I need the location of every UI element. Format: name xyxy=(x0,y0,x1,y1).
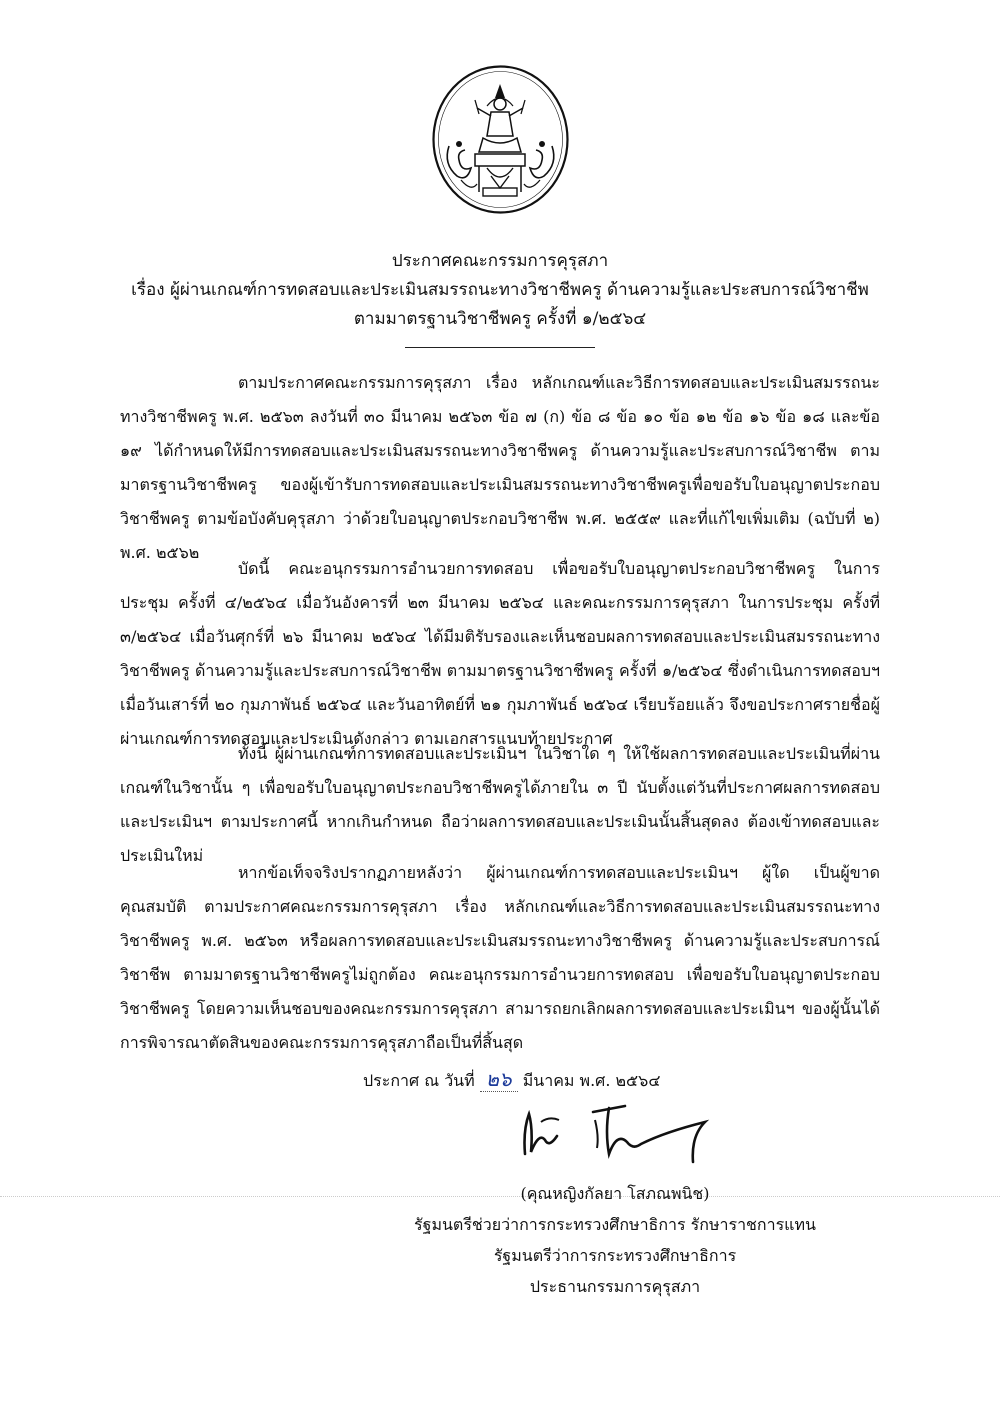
signer-position-1: รัฐมนตรีช่วยว่าการกระทรวงศึกษาธิการ รักษาราชการแทน xyxy=(414,1215,816,1234)
signer-position-3: ประธานกรรมการคุรุสภา xyxy=(529,1277,701,1296)
body-paragraph-3: ทั้งนี้ ผู้ผ่านเกณฑ์การทดสอบและประเมินฯ ในวิชาใด ๆ ให้ใช้ผลการทดสอบและประเมินที่ผ่านเกณฑ์ในวิชานั้น ๆ เพื่อขอรับใบอนุญาตประกอบวิชาชีพครูได้ภายใน ๓ ปี นับตั้งแต่วันที่ประกาศผลการทดสอบและประเมินฯ ตามประกาศนี้ หากเกินกำหนด ถือว่าผลการทดสอบและประเมินนั้นสิ้นสุดลง ต้องเข้าทดสอบและประเมินใหม่ xyxy=(120,744,880,865)
date-day-handwritten: ๒๖ xyxy=(480,1067,518,1092)
date-prefix: ประกาศ ณ วันที่ xyxy=(363,1071,475,1090)
date-suffix: มีนาคม พ.ศ. ๒๕๖๔ xyxy=(522,1071,661,1090)
announcement-date xyxy=(363,1063,660,1095)
body-paragraph-1: ตามประกาศคณะกรรมการคุรุสภา เรื่อง หลักเกณฑ์และวิธีการทดสอบและประเมินสมรรถนะทางวิชาชีพครู พ.ศ. ๒๕๖๓ ลงวันที่ ๓๐ มีนาคม ๒๕๖๓ ข้อ ๗ (ก) ข้อ ๘ ข้อ ๑๐ ข้อ ๑๒ ข้อ ๑๖ ข้อ ๑๘ และข้อ ๑๙ ได้กำหนดให้มีการทดสอบและประเมินสมรรถนะทางวิชาชีพครู ด้านความรู้และประสบการณ์วิชาชีพ ตามมาตรฐานวิชาชีพครู ของผู้เข้ารับการทดสอบและประเมินสมรรถนะทางวิชาชีพครูเพื่อขอรับใบอนุญาตประกอบวิชาชีพครู ตามข้อบังคับคุรุสภา ว่าด้วยใบอนุญาตประกอบวิชาชีพ พ.ศ. ๒๕๕๙ และที่แก้ไขเพิ่มเติม (ฉบับที่ ๒) พ.ศ. ๒๕๖๒ xyxy=(120,373,880,562)
announcement-subject-continued: ตามมาตรฐานวิชาชีพครู ครั้งที่ ๑/๒๕๖๔ xyxy=(353,309,647,329)
announcement-title xyxy=(80,247,920,334)
announcement-heading: ประกาศคณะกรรมการคุรุสภา xyxy=(391,251,609,271)
title-divider xyxy=(405,347,595,348)
body-paragraph-2: บัดนี้ คณะอนุกรรมการอำนวยการทดสอบ เพื่อขอรับใบอนุญาตประกอบวิชาชีพครู ในการประชุม ครั้งที่ ๔/๒๕๖๔ เมื่อวันอังคารที่ ๒๓ มีนาคม ๒๕๖๔ และคณะกรรมการคุรุสภา ในการประชุม ครั้งที่ ๓/๒๕๖๔ เมื่อวันศุกร์ที่ ๒๖ มีนาคม ๒๕๖๔ ได้มีมติรับรองและเห็นชอบผลการทดสอบและประเมินสมรรถนะทางวิชาชีพครู ด้านความรู้และประสบการณ์วิชาชีพ ตามมาตรฐานวิชาชีพครู ครั้งที่ ๑/๒๕๖๔ ซึ่งดำเนินการทดสอบฯ เมื่อวันเสาร์ที่ ๒๐ กุมภาพันธ์ ๒๕๖๔ และวันอาทิตย์ที่ ๒๑ กุมภาพันธ์ ๒๕๖๔ เรียบร้อยแล้ว จึงขอประกาศรายชื่อผู้ผ่านเกณฑ์การทดสอบและประเมินดังกล่าว ตามเอกสารแนบท้ายประกาศ xyxy=(120,559,880,748)
announcement-subject: เรื่อง ผู้ผ่านเกณฑ์การทดสอบและประเมินสมรรถนะทางวิชาชีพครู ด้านความรู้และประสบการณ์วิชาชีพ xyxy=(131,280,869,300)
signer-name: (คุณหญิงกัลยา โสภณพนิช) xyxy=(520,1184,710,1203)
handwritten-signature-icon xyxy=(505,1092,735,1172)
signer-position-2: รัฐมนตรีว่าการกระทรวงศึกษาธิการ xyxy=(493,1246,737,1265)
body-paragraph-4: หากข้อเท็จจริงปรากฏภายหลังว่า ผู้ผ่านเกณฑ์การทดสอบและประเมินฯ ผู้ใด เป็นผู้ขาดคุณสมบัติ ตามประกาศคณะกรรมการคุรุสภา เรื่อง หลักเกณฑ์และวิธีการทดสอบและประเมินสมรรถนะทางวิชาชีพครู พ.ศ. ๒๕๖๓ หรือผลการทดสอบและประเมินสมรรถนะทางวิชาชีพครู ด้านความรู้และประสบการณ์วิชาชีพ ตามมาตรฐานวิชาชีพครูไม่ถูกต้อง คณะอนุกรรมการอำนวยการทดสอบ เพื่อขอรับใบอนุญาตประกอบวิชาชีพครู โดยความเห็นชอบของคณะกรรมการคุรุสภา สามารถยกเลิกผลการทดสอบและประเมินฯ ของผู้นั้นได้ การพิจารณาตัดสินของคณะกรรมการคุรุสภาถือเป็นที่สิ้นสุด xyxy=(120,863,880,1052)
khurusapha-seal-icon xyxy=(431,64,570,215)
signer-block xyxy=(380,1178,850,1302)
